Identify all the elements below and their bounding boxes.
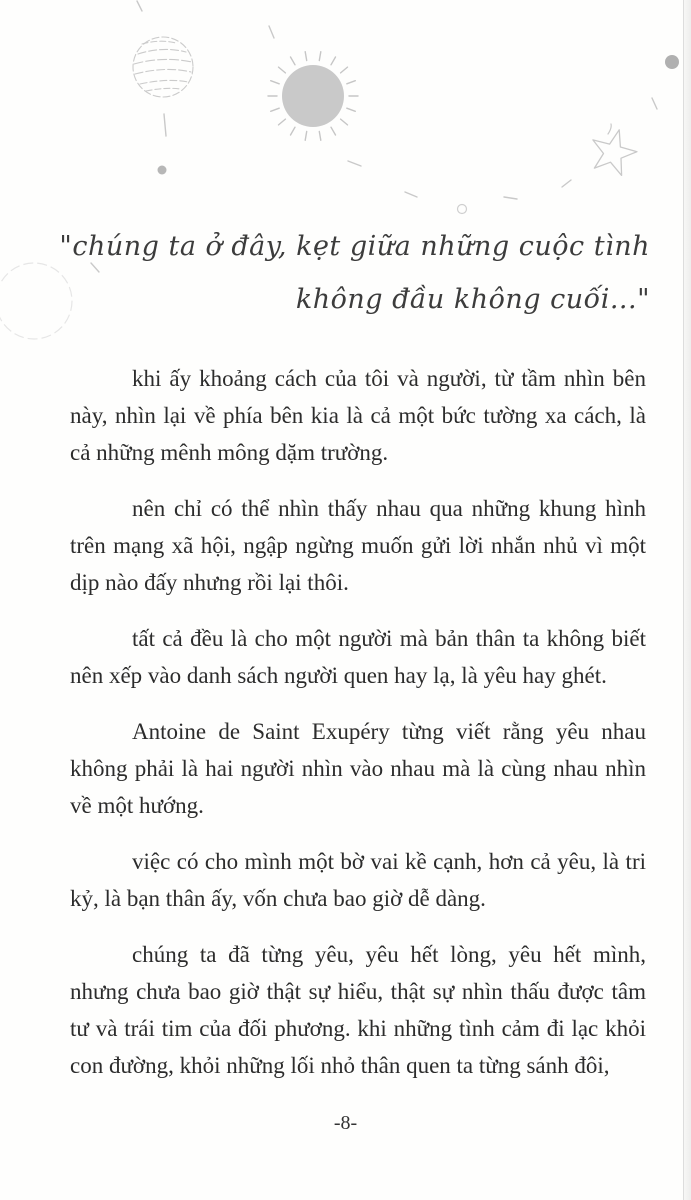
epigraph-line-1: "chúng ta ở đây, kẹt giữa những cuộc tình [59,231,650,262]
planet-sketch-icon [133,37,193,97]
epigraph-line-2: không đầu không cuối..." [295,284,650,315]
epigraph-quote [59,220,650,326]
paragraph: Antoine de Saint Exupéry từng viết rằng yêu nhau không phải là hai người nhìn vào nhau mà là cùng nhau nhìn về một hướng. [70,719,646,818]
paragraph: tất cả đều là cho một người mà bản thân ta không biết nên xếp vào danh sách người quen hay lạ, là yêu hay ghét. [70,626,646,688]
page-number: -8- [333,1112,358,1134]
circle-outline-icon [458,205,467,214]
sun-icon [268,52,358,141]
paragraph: chúng ta đã từng yêu, yêu hết lòng, yêu hết mình, nhưng chưa bao giờ thật sự hiểu, thật sự nhìn thấu được tâm tư và trái tim của đối phương. khi những tình cảm đi lạc khỏi con đường, khỏi những lối nhỏ thân quen ta từng sánh đôi, [70,942,646,1078]
body-text [70,360,646,1103]
page-edge-shadow [683,0,691,1200]
dot-icon [158,166,167,175]
paragraph: khi ấy khoảng cách của tôi và người, từ tầm nhìn bên này, nhìn lại về phía bên kia là cả một bức tường xa cách, là cả những mênh mông dặm trường. [70,366,646,465]
star-icon [593,124,637,175]
paragraph: việc có cho mình một bờ vai kề cạnh, hơn cả yêu, là tri kỷ, là bạn thân ấy, vốn chưa bao giờ dễ dàng. [70,849,646,911]
planet-dot-icon [665,55,679,69]
paragraph: nên chỉ có thể nhìn thấy nhau qua những khung hình trên mạng xã hội, ngập ngừng muốn gửi lời nhắn nhủ vì một dịp nào đấy nhưng rồi lại thôi. [70,496,646,595]
